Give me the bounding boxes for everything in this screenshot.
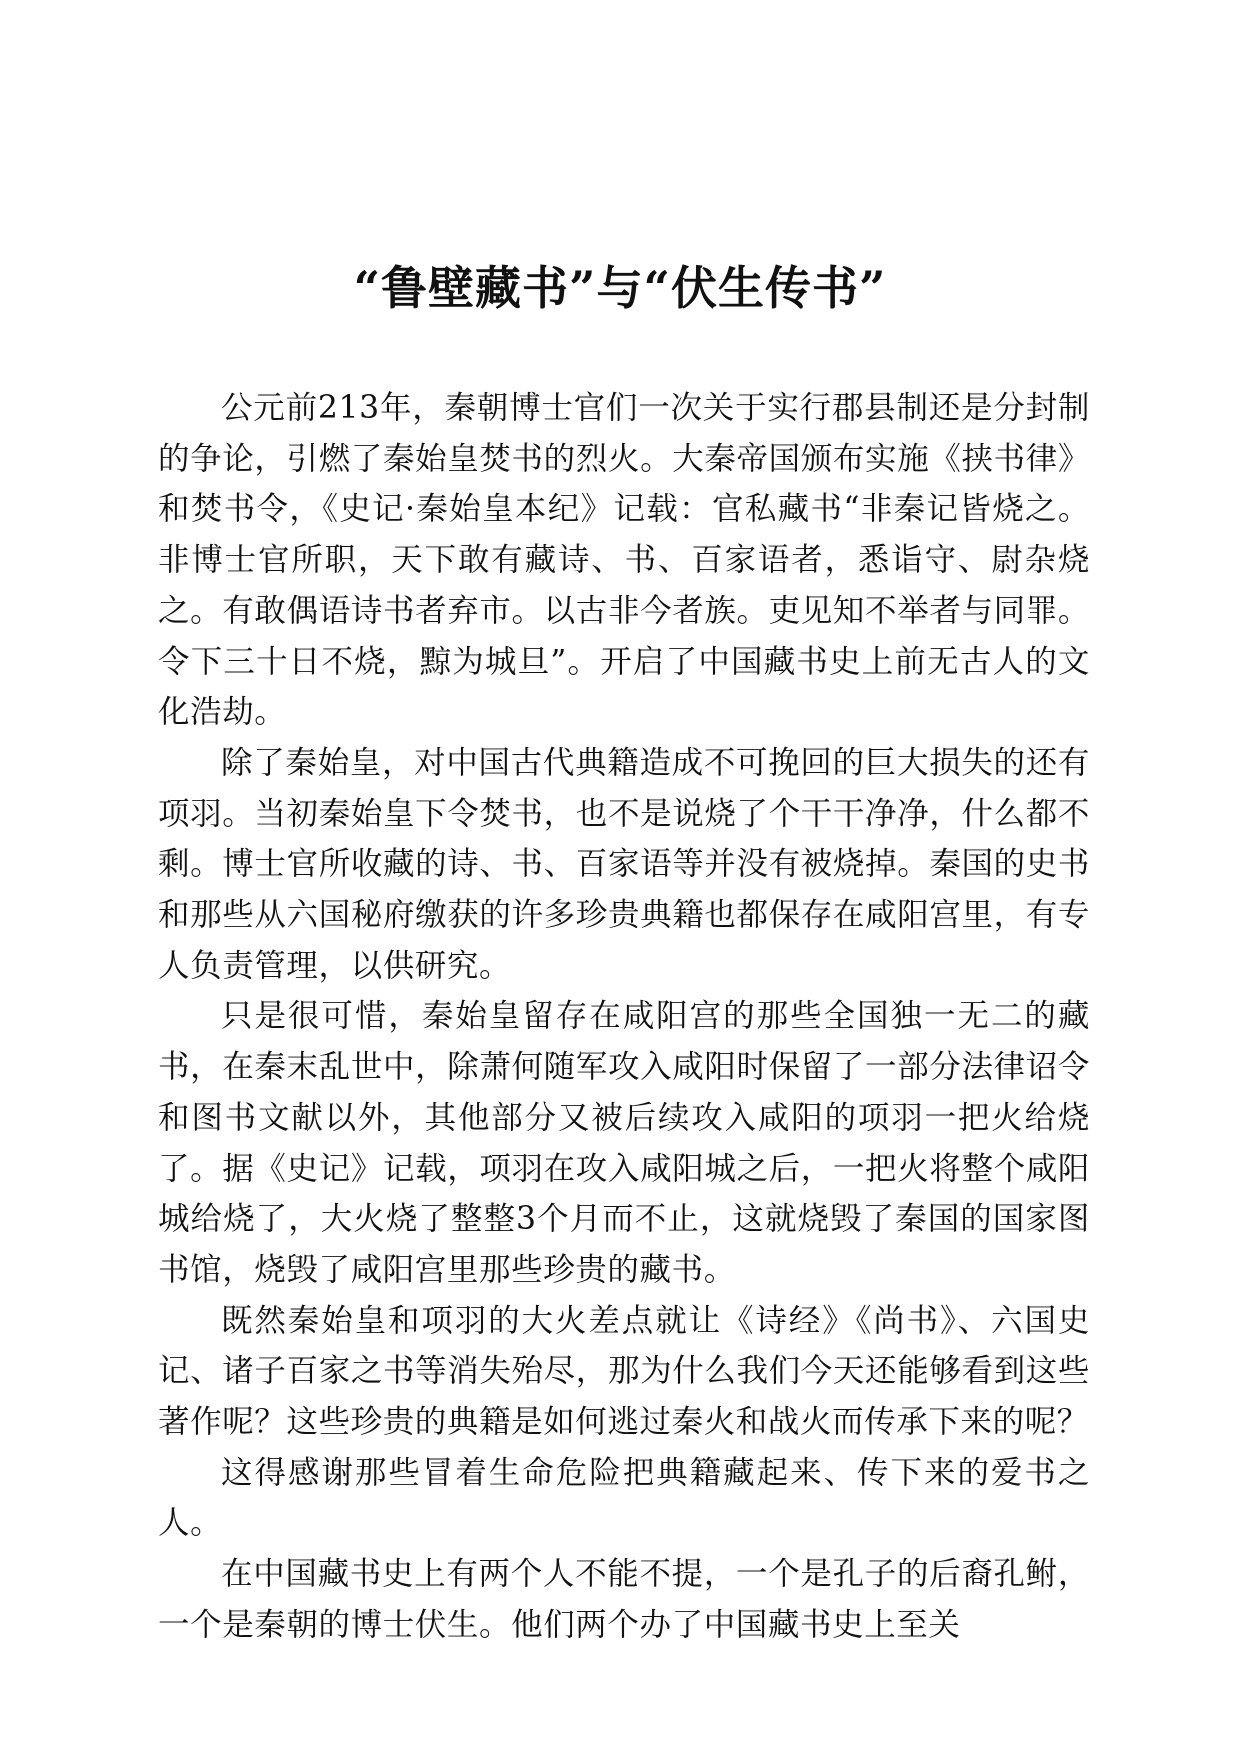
paragraph-3: 只是很可惜，秦始皇留存在咸阳宫的那些全国独一无二的藏书，在秦末乱世中，除萧何随军攻入咸阳时保留了一部分法律诏令和图书文献以外，其他部分又被后续攻入咸阳的项羽一把火给烧了。据《史记》记载，项羽在攻入咸阳城之后，一把火将整个咸阳城给烧了，大火烧了整整3个月而不止，这就烧毁了秦国的国家图书馆，烧毁了咸阳宫里那些珍贵的藏书。	[158, 998, 1090, 1288]
paragraph-1: 公元前213年，秦朝博士官们一次关于实行郡县制还是分封制的争论，引燃了秦始皇焚书的烈火。大秦帝国颁布实施《挟书律》和焚书令，《史记·秦始皇本纪》记载：官私藏书“非秦记皆烧之。非博士官所职，天下敢有藏诗、书、百家语者，悉诣守、尉杂烧之。有敢偶语诗书者弃市。以古非今者族。吏见知不举者与同罪。令下三十日不烧，黥为城旦”。开启了中国藏书史上前无古人的文化浩劫。	[158, 390, 1090, 731]
paragraph-2: 除了秦始皇，对中国古代典籍造成不可挽回的巨大损失的还有项羽。当初秦始皇下令焚书，也不是说烧了个干干净净，什么都不剩。博士官所收藏的诗、书、百家语等并没有被烧掉。秦国的史书和那些从六国秘府缴获的许多珍贵典籍也都保存在咸阳宫里，有专人负责管理，以供研究。	[158, 744, 1090, 984]
paragraph-6: 在中国藏书史上有两个人不能不提，一个是孔子的后裔孔鲋，一个是秦朝的博士伏生。他们两个办了中国藏书史上至关	[158, 1556, 1090, 1643]
paragraph-5: 这得感谢那些冒着生命危险把典籍藏起来、传下来的爱书之人。	[158, 1454, 1090, 1542]
paragraph-4: 既然秦始皇和项羽的大火差点就让《诗经》《尚书》、六国史记、诸子百家之书等消失殆尽，那为什么我们今天还能够看到这些著作呢？这些珍贵的典籍是如何逃过秦火和战火而传承下来的呢？	[158, 1302, 1090, 1441]
document-title: “鲁壁藏书”与“伏生传书”	[353, 261, 887, 315]
document-body	[158, 383, 1090, 1651]
